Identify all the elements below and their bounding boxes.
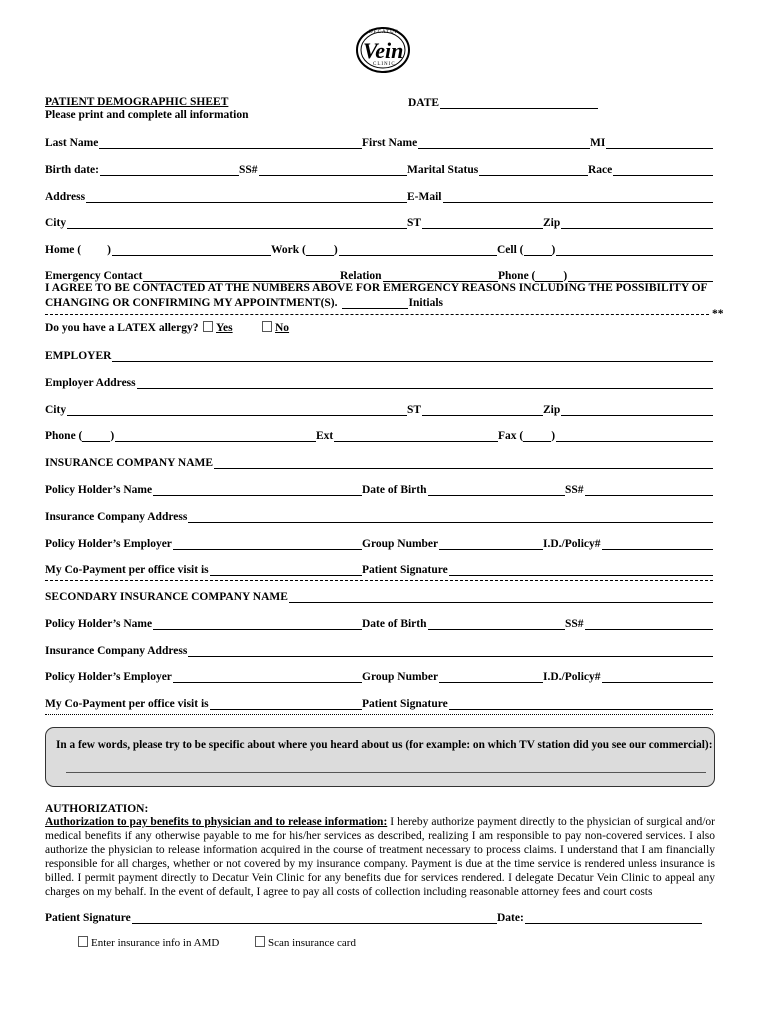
authorization-heading: AUTHORIZATION: [45, 803, 149, 815]
signature-date-label: Date: [497, 912, 524, 924]
date-label: DATE [408, 97, 440, 109]
home-phone-close: ) [107, 244, 111, 256]
form-subtitle: Please print and complete all information [45, 109, 249, 121]
policy-holder-name-field[interactable] [45, 482, 362, 496]
signature-date-field[interactable] [497, 910, 702, 924]
referral-answer-line[interactable] [66, 772, 706, 773]
city-label: City [45, 217, 67, 229]
insurance-patient-signature-label: Patient Signature [362, 564, 448, 576]
employer-state-label: ST [407, 404, 422, 416]
address-field[interactable] [45, 189, 407, 203]
insurance-address-label: Insurance Company Address [45, 511, 188, 523]
ssn-label: SS# [239, 164, 258, 176]
latex-yes-option[interactable] [203, 321, 233, 335]
logo-top-text: DECATUR [369, 30, 400, 35]
secondary-copay-field[interactable] [45, 696, 362, 710]
group-number-field[interactable] [362, 536, 543, 550]
marital-status-label: Marital Status [407, 164, 479, 176]
mi-label: MI [590, 137, 606, 149]
relation-label: Relation [340, 270, 382, 282]
initials-field[interactable] [45, 295, 485, 309]
home-phone-label: Home ( [45, 244, 82, 256]
cell-phone-close: ) [551, 244, 556, 256]
emergency-contact-field[interactable] [45, 268, 340, 282]
state-label: ST [407, 217, 422, 229]
secondary-policy-holder-dob-label: Date of Birth [362, 618, 427, 630]
employer-fax-close: ) [551, 430, 556, 442]
copay-label: My Co-Payment per office visit is [45, 564, 209, 576]
secondary-insurance-address-label: Insurance Company Address [45, 645, 188, 657]
policy-holder-dob-label: Date of Birth [362, 484, 427, 496]
authorization-lead: Authorization to pay benefits to physician and to release information: [45, 816, 388, 828]
contact-agreement-line1: I AGREE TO BE CONTACTED AT THE NUMBERS ABOVE FOR EMERGENCY REASONS INCLUDING THE POSSIBILITY OF [45, 282, 708, 294]
latex-no-option[interactable] [262, 321, 289, 335]
secondary-policy-holder-dob-field[interactable] [362, 616, 565, 630]
race-label: Race [588, 164, 613, 176]
policy-holder-ss-label: SS# [565, 484, 584, 496]
date-field[interactable] [408, 95, 598, 109]
enter-insurance-option[interactable] [78, 936, 219, 950]
marital-status-field[interactable] [407, 162, 588, 176]
scan-card-option[interactable] [255, 936, 356, 950]
secondary-id-policy-label: I.D./Policy# [543, 671, 601, 683]
work-phone-close: ) [333, 244, 338, 256]
employer-ext-field[interactable] [316, 428, 498, 442]
state-field[interactable] [407, 215, 543, 229]
secondary-insurance-company-field[interactable] [45, 589, 713, 603]
birth-date-label: Birth date: [45, 164, 99, 176]
last-name-field[interactable] [45, 135, 362, 149]
latex-no-checkbox[interactable] [262, 321, 272, 332]
emergency-phone-close: ) [563, 270, 568, 282]
copay-field[interactable] [45, 562, 362, 576]
insurance-address-field[interactable] [45, 509, 713, 523]
insurance-patient-signature-field[interactable] [362, 562, 713, 576]
relation-field[interactable] [340, 268, 498, 282]
employer-city-label: City [45, 404, 67, 416]
employer-state-field[interactable] [407, 402, 543, 416]
employer-phone-label: Phone ( [45, 430, 83, 442]
id-policy-field[interactable] [543, 536, 713, 550]
group-number-label: Group Number [362, 538, 439, 550]
referral-box [45, 727, 715, 787]
policy-holder-name-label: Policy Holder’s Name [45, 484, 153, 496]
secondary-insurance-company-label: SECONDARY INSURANCE COMPANY NAME [45, 591, 288, 603]
employer-fax-field[interactable] [498, 428, 713, 442]
employer-label: EMPLOYER [45, 350, 112, 362]
birth-date-field[interactable] [45, 162, 239, 176]
employer-address-field[interactable] [45, 375, 713, 389]
scan-card-label: Scan insurance card [268, 937, 356, 949]
employer-zip-label: Zip [543, 404, 561, 416]
latex-question: Do you have a LATEX allergy? [45, 322, 199, 334]
authorization-body: I hereby authorize payment directly to the physician of surgical and/or medical benefits if any otherwise payable to me for his/her services as described, realizing I am responsible to pay non-covered services. I also authorize the physician to release information acquired in the course of treatment necessary to process claims. I understand that I am financially responsible for all charges, whether or not covered by my insurance company. Payment is due at the time service is rendered unless insurance is billed. I permit payment directly to Decatur Vein Clinic for any benefits due for services rendered. I delegate Decatur Vein Clinic to appeal any charges on my behalf. In the event of default, I agree to pay all costs of collection including reasonable attorney fees and court costs [45, 816, 715, 898]
secondary-policy-holder-ss-field[interactable] [565, 616, 713, 630]
secondary-patient-signature-label: Patient Signature [362, 698, 448, 710]
secondary-copay-label: My Co-Payment per office visit is [45, 698, 209, 710]
city-field[interactable] [45, 215, 407, 229]
secondary-policy-holder-employer-field[interactable] [45, 669, 362, 683]
secondary-policy-holder-ss-label: SS# [565, 618, 584, 630]
policy-holder-ss-field[interactable] [565, 482, 713, 496]
latex-yes-checkbox[interactable] [203, 321, 213, 332]
secondary-insurance-address-field[interactable] [45, 643, 713, 657]
section-divider [45, 309, 709, 315]
employer-city-field[interactable] [45, 402, 407, 416]
divider-stars: ** [712, 308, 724, 320]
race-field[interactable] [588, 162, 713, 176]
insurance-divider [45, 575, 713, 581]
employer-field[interactable] [45, 348, 713, 362]
id-policy-label: I.D./Policy# [543, 538, 601, 550]
secondary-group-number-field[interactable] [362, 669, 543, 683]
enter-insurance-checkbox[interactable] [78, 936, 88, 947]
emergency-contact-label: Emergency Contact [45, 270, 143, 282]
zip-field[interactable] [543, 215, 713, 229]
policy-holder-dob-field[interactable] [362, 482, 565, 496]
secondary-patient-signature-field[interactable] [362, 696, 713, 710]
employer-ext-label: Ext [316, 430, 334, 442]
secondary-policy-holder-name-label: Policy Holder’s Name [45, 618, 153, 630]
latex-yes-label: Yes [216, 322, 233, 334]
zip-label: Zip [543, 217, 561, 229]
address-label: Address [45, 191, 86, 203]
patient-signature-label: Patient Signature [45, 912, 131, 924]
clinic-logo [355, 26, 411, 74]
employer-fax-label: Fax ( [498, 430, 524, 442]
work-phone-label: Work ( [271, 244, 306, 256]
last-name-label: Last Name [45, 137, 99, 149]
cell-phone-field[interactable] [497, 242, 713, 256]
logo-bottom-text: CLINIC [373, 62, 396, 67]
first-name-field[interactable] [362, 135, 590, 149]
latex-no-label: No [275, 322, 290, 334]
secondary-policy-holder-name-field[interactable] [45, 616, 362, 630]
cell-phone-label: Cell ( [497, 244, 524, 256]
logo-main-text: Vein [363, 38, 404, 63]
patient-signature-field[interactable] [45, 910, 497, 924]
emergency-phone-field[interactable] [498, 268, 713, 282]
contact-agreement-line2: CHANGING OR CONFIRMING MY APPOINTMENT(S). [45, 297, 338, 309]
work-phone-field[interactable] [271, 242, 497, 256]
employer-phone-field[interactable] [45, 428, 316, 442]
secondary-divider [45, 709, 713, 715]
secondary-group-number-label: Group Number [362, 671, 439, 683]
employer-address-label: Employer Address [45, 377, 136, 389]
authorization-text [45, 815, 715, 899]
home-phone-field[interactable] [45, 242, 271, 256]
initials-label: Initials [408, 297, 444, 309]
email-field[interactable] [407, 189, 713, 203]
policy-holder-employer-field[interactable] [45, 536, 362, 550]
ssn-field[interactable] [239, 162, 407, 176]
emergency-phone-label: Phone ( [498, 270, 536, 282]
mi-field[interactable] [590, 135, 713, 149]
referral-prompt: In a few words, please try to be specific about where you heard about us (for example: on which TV station did you see our commercial): [56, 739, 713, 751]
first-name-label: First Name [362, 137, 418, 149]
insurance-company-label: INSURANCE COMPANY NAME [45, 457, 214, 469]
scan-card-checkbox[interactable] [255, 936, 265, 947]
form-title: PATIENT DEMOGRAPHIC SHEET [45, 96, 229, 108]
employer-phone-close: ) [110, 430, 115, 442]
insurance-company-field[interactable] [45, 455, 713, 469]
policy-holder-employer-label: Policy Holder’s Employer [45, 538, 172, 550]
secondary-id-policy-field[interactable] [543, 669, 713, 683]
employer-zip-field[interactable] [543, 402, 713, 416]
secondary-policy-holder-employer-label: Policy Holder’s Employer [45, 671, 172, 683]
email-label: E-Mail [407, 191, 442, 203]
enter-insurance-label: Enter insurance info in AMD [91, 937, 220, 949]
